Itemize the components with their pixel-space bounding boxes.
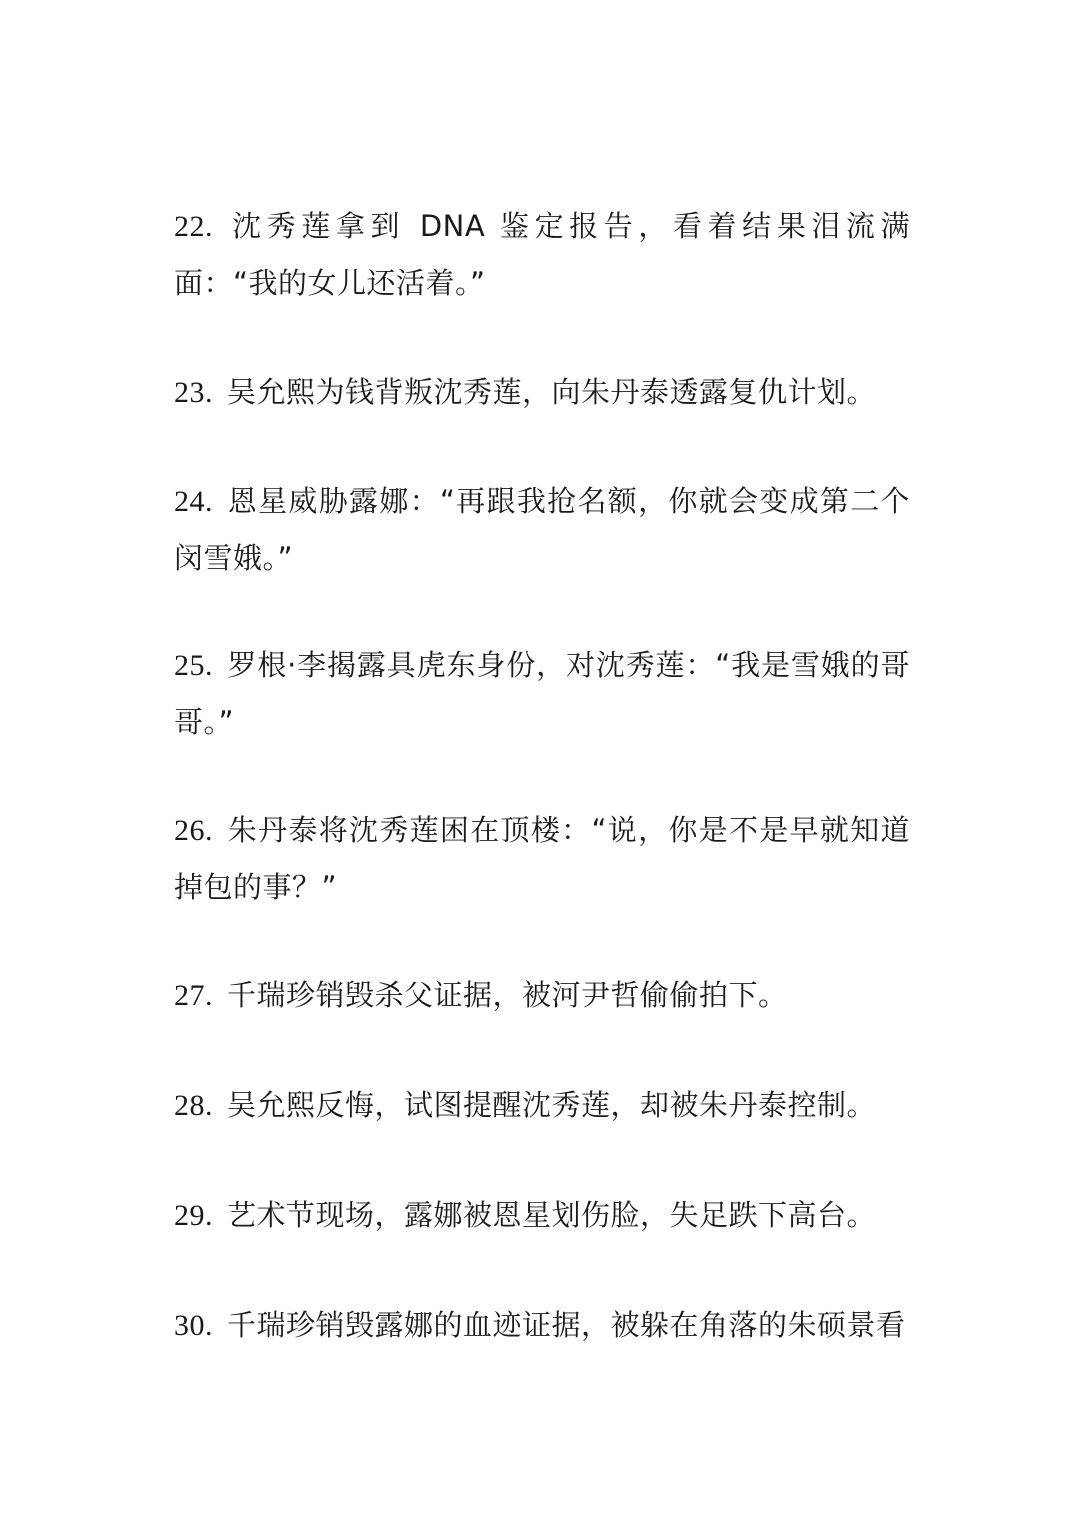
item-text: 恩星威胁露娜：“再跟我抢名额，你就会变成第二个闵雪娥。” — [174, 484, 910, 575]
list-item-23 — [174, 364, 910, 421]
item-text: 艺术节现场，露娜被恩星划伤脸，失足跌下高台。 — [227, 1198, 877, 1232]
item-text: 千瑞珍销毁杀父证据，被河尹哲偷偷拍下。 — [227, 978, 788, 1012]
list-item-30 — [174, 1297, 910, 1354]
item-text: 吴允熙为钱背叛沈秀莲，向朱丹泰透露复仇计划。 — [227, 375, 877, 409]
list-item-25 — [174, 637, 910, 750]
item-number: 30. — [174, 1309, 213, 1342]
item-number: 26. — [174, 814, 213, 847]
list-item-26 — [174, 802, 910, 915]
item-text: 沈秀莲拿到 DNA 鉴定报告，看着结果泪流满面：“我的女儿还活着。” — [174, 209, 910, 300]
item-text: 千瑞珍销毁露娜的血迹证据，被躲在角落的朱硕景看 — [227, 1308, 906, 1342]
item-text: 吴允熙反悔，试图提醒沈秀莲，却被朱丹泰控制。 — [227, 1088, 877, 1122]
list-item-22 — [174, 198, 910, 311]
item-number: 24. — [174, 485, 213, 518]
list-item-27 — [174, 967, 910, 1024]
list-item-28 — [174, 1077, 910, 1134]
list-item-24 — [174, 473, 910, 586]
item-text: 罗根·李揭露具虎东身份，对沈秀莲：“我是雪娥的哥哥。” — [174, 648, 910, 739]
item-number: 23. — [174, 376, 213, 409]
item-number: 29. — [174, 1199, 213, 1232]
list-item-29 — [174, 1187, 910, 1244]
item-number: 27. — [174, 979, 213, 1012]
item-number: 28. — [174, 1089, 213, 1122]
item-text: 朱丹泰将沈秀莲困在顶楼：“说，你是不是早就知道掉包的事？” — [174, 813, 910, 904]
item-number: 25. — [174, 649, 213, 682]
item-number: 22. — [174, 210, 213, 243]
